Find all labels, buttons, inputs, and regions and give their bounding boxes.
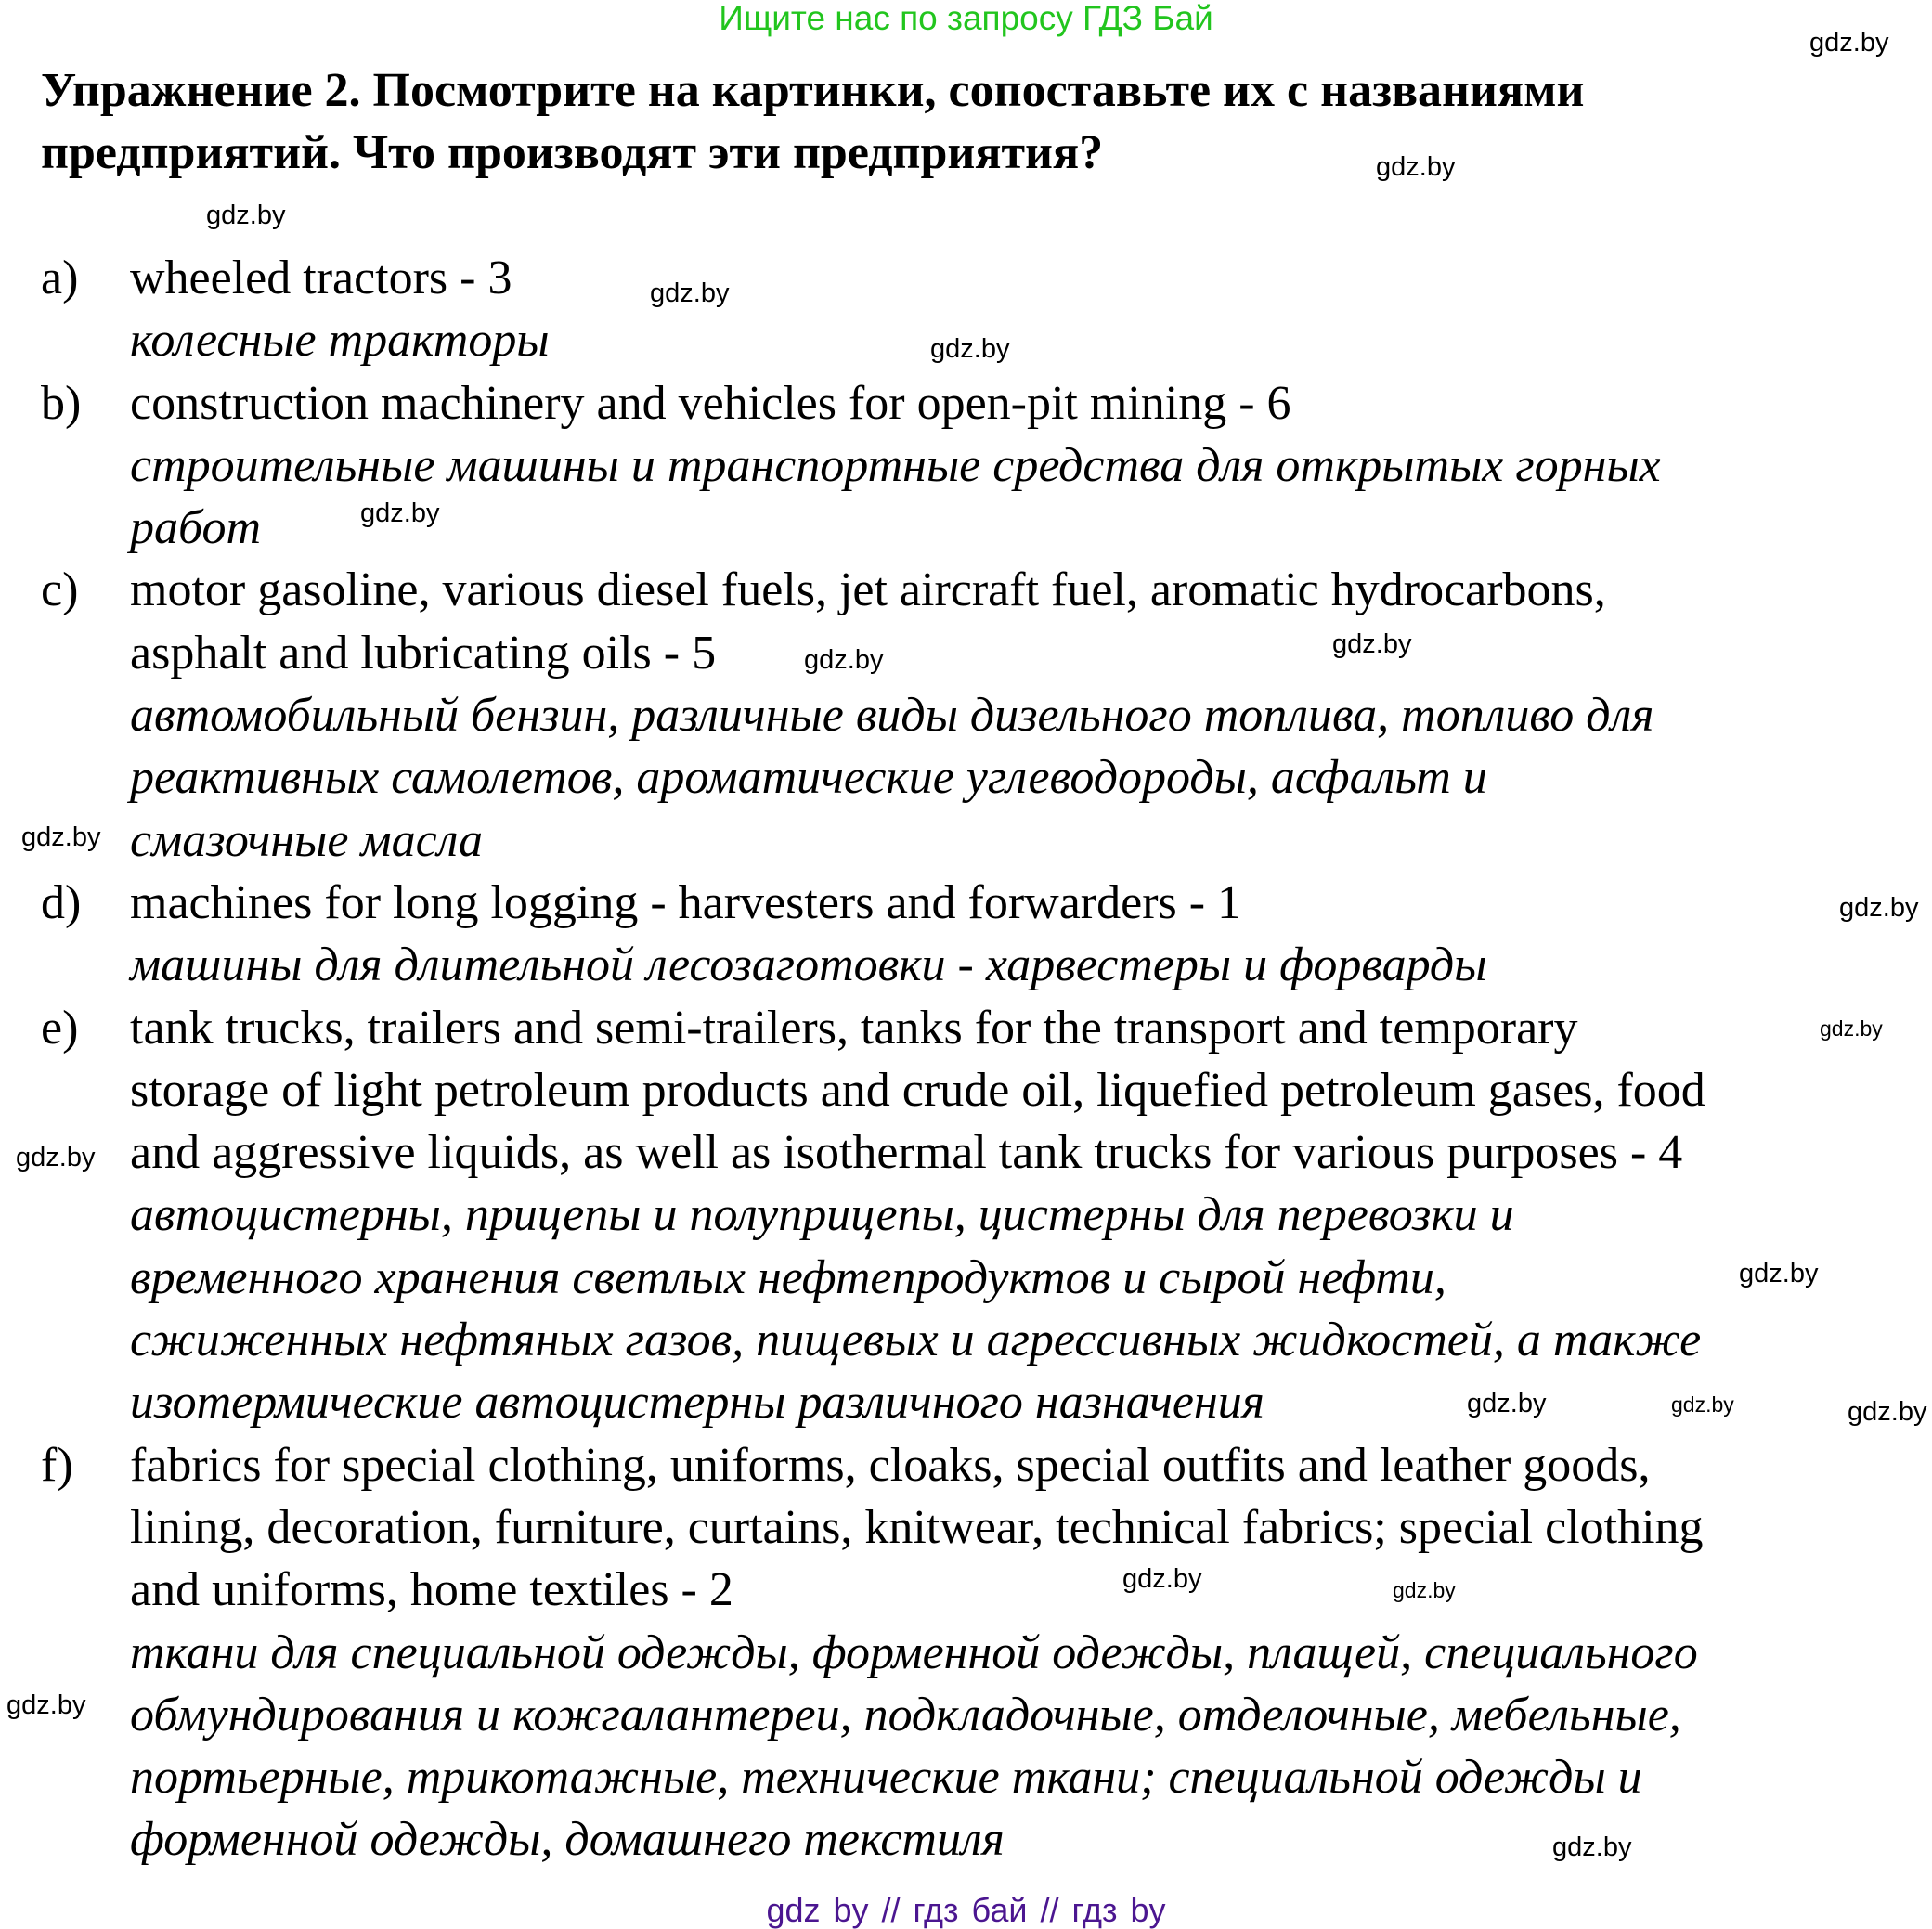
answer-line (0, 746, 1932, 809)
russian-translation: изотермические автоцистерны различного назначения (130, 1376, 1264, 1430)
english-answer: and uniforms, home textiles - 2 (130, 1563, 733, 1617)
english-answer: wheeled tractors - 3 (130, 252, 512, 304)
search-banner: Ищите нас по запросу ГДЗ Бай (719, 0, 1213, 37)
item-label: d) (41, 875, 82, 929)
english-answer: construction machinery and vehicles for open-pit mining - 6 (130, 376, 1291, 430)
russian-translation: смазочные масла (130, 813, 483, 867)
english-answer: asphalt and lubricating oils - 5 (130, 626, 717, 680)
russian-translation: портьерные, трикотажные, технические ткани; специальной одежды и (130, 1751, 1642, 1805)
answer-line (0, 1309, 1932, 1371)
answer-line (0, 622, 1932, 684)
watermark: gdz.by (1122, 1564, 1202, 1594)
watermark: gdz.by (16, 1143, 96, 1172)
answer-line (0, 372, 1932, 434)
watermark: gdz.by (21, 822, 101, 852)
watermark: gdz.by (1467, 1389, 1547, 1418)
answer-line (0, 997, 1932, 1059)
item-label: f) (41, 1438, 73, 1492)
watermark: gdz.by (930, 334, 1010, 364)
russian-translation: работ (130, 501, 262, 555)
russian-translation: колесные тракторы (130, 314, 550, 368)
russian-translation: обмундирования и кожгалантереи, подкладочные, отделочные, мебельные, (130, 1688, 1681, 1741)
answer-line (0, 1746, 1932, 1808)
russian-translation: сжиженных нефтяных газов, пищевых и агрессивных жидкостей, а также (130, 1314, 1702, 1367)
watermark: gdz.by (6, 1690, 86, 1720)
english-answer: motor gasoline, various diesel fuels, jet aircraft fuel, aromatic hydrocarbons, (130, 563, 1606, 617)
answer-list (0, 247, 1932, 1871)
watermark: gdz.by (1671, 1392, 1734, 1417)
watermark: gdz.by (1376, 152, 1456, 182)
watermark: gdz.by (1839, 893, 1919, 923)
answer-line (0, 247, 1932, 309)
answer-line (0, 1371, 1932, 1433)
watermark: gdz.by (1393, 1578, 1456, 1602)
watermark: gdz.by (1848, 1397, 1927, 1427)
watermark: gdz.by (206, 201, 286, 230)
russian-translation: временного хранения светлых нефтепродуктов и сырой нефти, (130, 1250, 1446, 1304)
answer-line (0, 934, 1932, 996)
answer-line (0, 1559, 1932, 1621)
russian-translation: форменной одежды, домашнего текстиля (130, 1813, 1005, 1867)
footer-links: gdz by // гдз бай // гдз by (766, 1891, 1166, 1929)
answer-line (0, 1434, 1932, 1496)
item-label: c) (41, 563, 79, 617)
english-answer: machines for long logging - harvesters and forwarders - 1 (130, 875, 1242, 929)
answer-line (0, 1684, 1932, 1746)
answer-line (0, 684, 1932, 746)
exercise-title-line-1: Упражнение 2. Посмотрите на картинки, сопоставьте их с названиями (41, 64, 1585, 117)
answer-line (0, 872, 1932, 934)
russian-translation: реактивных самолетов, ароматические углеводороды, асфальт и (130, 751, 1487, 805)
watermark: gdz.by (1820, 1016, 1883, 1041)
answer-line (0, 1622, 1932, 1684)
english-answer: and aggressive liquids, as well as isothermal tank trucks for various purposes - 4 (130, 1126, 1683, 1180)
answer-line (0, 434, 1932, 497)
answer-line (0, 1121, 1932, 1184)
answer-line (0, 809, 1932, 872)
english-answer: lining, decoration, furniture, curtains, knitwear, technical fabrics; special clothing (130, 1500, 1704, 1554)
answer-line (0, 559, 1932, 621)
russian-translation: автоцистерны, прицепы и полуприцепы, цистерны для перевозки и (130, 1188, 1514, 1242)
watermark: gdz.by (360, 498, 440, 528)
english-answer: fabrics for special clothing, uniforms, cloaks, special outfits and leather goods, (130, 1438, 1651, 1492)
russian-translation: автомобильный бензин, различные виды дизельного топлива, топливо для (130, 689, 1654, 743)
russian-translation: ткани для специальной одежды, форменной одежды, плащей, специального (130, 1625, 1698, 1679)
watermark: gdz.by (1739, 1259, 1819, 1288)
answer-line (0, 497, 1932, 559)
item-label: b) (41, 376, 82, 430)
exercise-title-line-2: предприятий. Что производят эти предприятия? (41, 126, 1104, 179)
watermark: gdz.by (1809, 28, 1889, 58)
english-answer: storage of light petroleum products and crude oil, liquefied petroleum gases, food (130, 1063, 1705, 1117)
answer-line (0, 1496, 1932, 1559)
watermark: gdz.by (1552, 1832, 1632, 1862)
russian-translation: строительные машины и транспортные средства для открытых горных (130, 438, 1661, 492)
answer-line (0, 1808, 1932, 1871)
russian-translation: машины для длительной лесозаготовки - харвестеры и форварды (130, 939, 1487, 992)
english-answer: tank trucks, trailers and semi-trailers, tanks for the transport and temporary (130, 1001, 1578, 1055)
item-label: a) (41, 252, 79, 304)
watermark: gdz.by (804, 645, 884, 675)
item-label: e) (41, 1001, 79, 1055)
watermark: gdz.by (650, 278, 730, 308)
answer-line (0, 1059, 1932, 1121)
answer-line (0, 1184, 1932, 1246)
watermark: gdz.by (1332, 629, 1412, 659)
answer-line (0, 1247, 1932, 1309)
